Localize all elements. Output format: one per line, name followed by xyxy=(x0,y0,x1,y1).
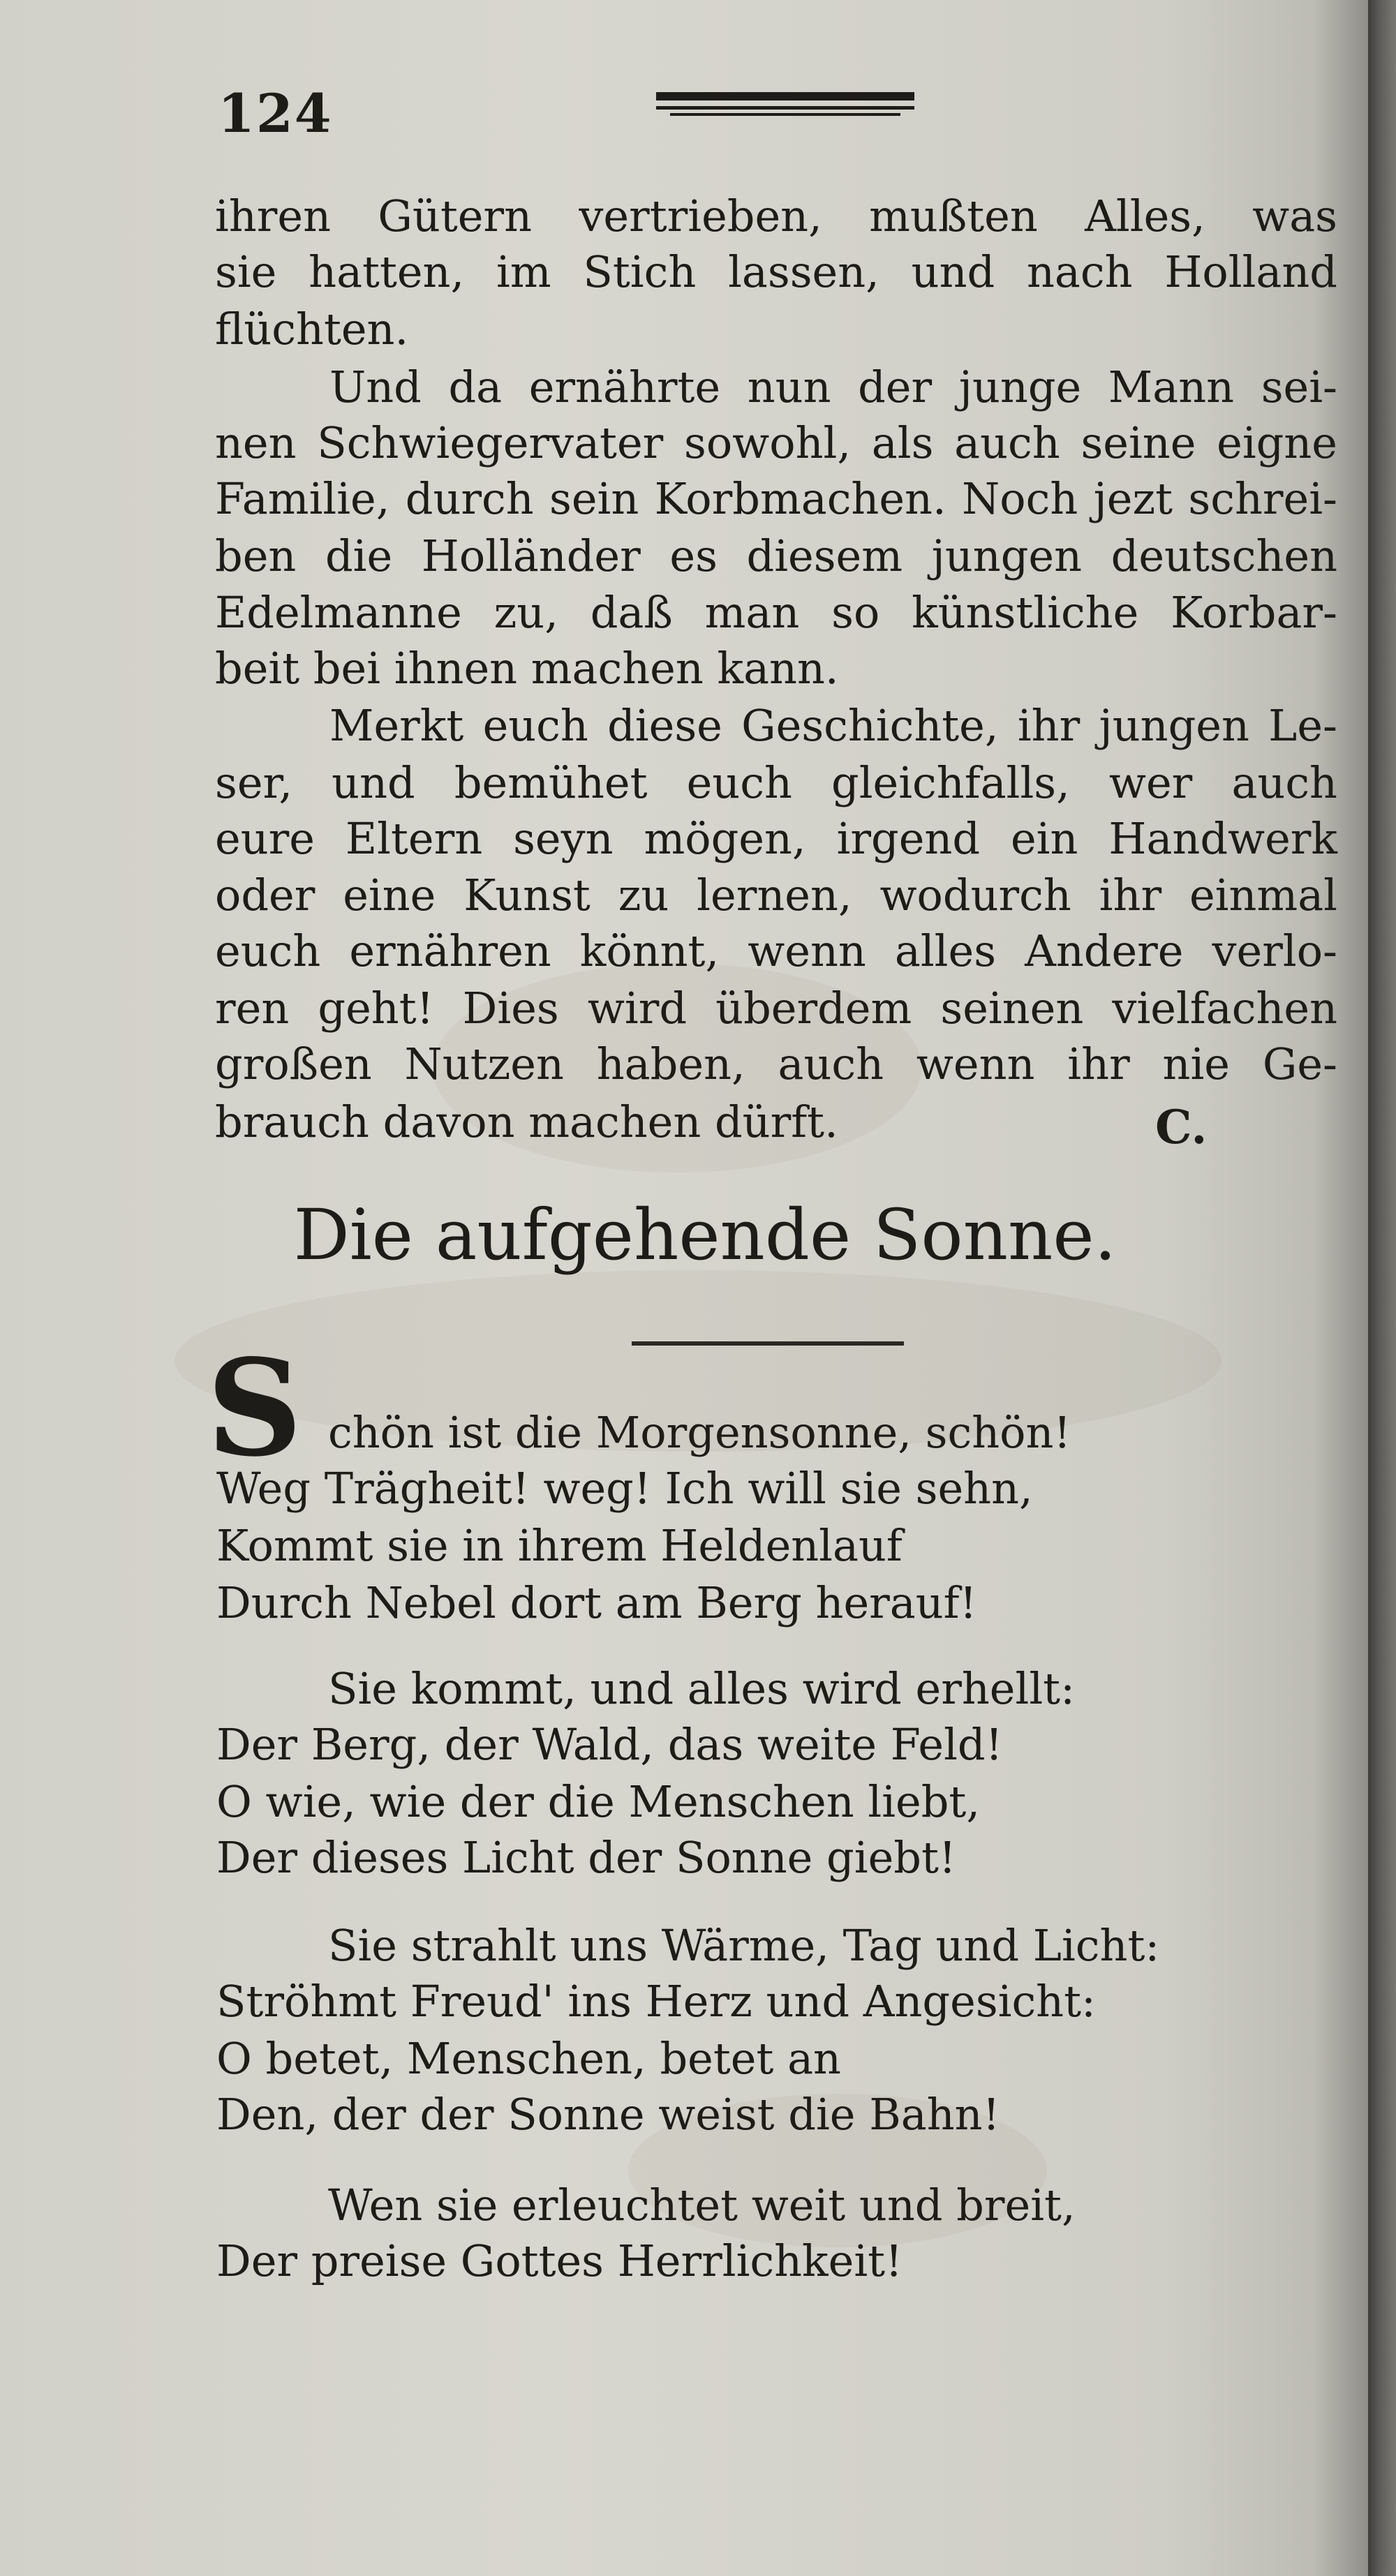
prose-line: ren geht! Dies wird überdem seinen vielfachen xyxy=(215,983,1337,1034)
poem-line: Kommt sie in ihrem Heldenlauf xyxy=(216,1520,903,1571)
prose-line: Edelmanne zu, daß man so künstliche Korbar- xyxy=(215,587,1337,638)
poem-line: Der Berg, der Wald, das weite Feld! xyxy=(216,1719,1003,1770)
prose-line: ser, und bemühet euch gleichfalls, wer auch xyxy=(215,757,1337,808)
poem-line: O betet, Menschen, betet an xyxy=(216,2033,841,2084)
poem-line: Weg Trägheit! weg! Ich will sie sehn, xyxy=(216,1463,1033,1514)
poem-line: chön ist die Morgensonne, schön! xyxy=(328,1407,1071,1458)
poem-line: Den, der der Sonne weist die Bahn! xyxy=(216,2089,1000,2140)
poem-line: Sie kommt, und alles wird erhellt: xyxy=(328,1663,1075,1714)
prose-line: Und da ernährte nun der junge Mann sei- xyxy=(329,362,1337,412)
prose-line: beit bei ihnen machen kann. xyxy=(215,643,839,694)
prose-line: brauch davon machen dürft. xyxy=(215,1096,838,1147)
drop-cap: S xyxy=(207,1330,303,1486)
prose-line: großen Nutzen haben, auch wenn ihr nie Ge- xyxy=(215,1038,1337,1089)
prose-line: oder eine Kunst zu lernen, wodurch ihr einmal xyxy=(215,870,1337,921)
prose-line: eure Eltern seyn mögen, irgend ein Handwerk xyxy=(215,813,1337,864)
poem-title: Die aufgehende Sonne. xyxy=(293,1194,1117,1276)
prose-line: ben die Holländer es diesem jungen deutschen xyxy=(215,530,1337,581)
book-edge xyxy=(1368,0,1396,2576)
poem-line: O wie, wie der die Menschen liebt, xyxy=(216,1776,981,1827)
poem-line: Wen sie erleuchtet weit und breit, xyxy=(328,2180,1076,2231)
prose-line: ihren Gütern vertrieben, mußten Alles, was xyxy=(215,191,1337,241)
author-signature: C. xyxy=(1155,1100,1208,1154)
prose-line: Familie, durch sein Korbmachen. Noch jezt schrei- xyxy=(215,473,1337,524)
page-number: 124 xyxy=(218,82,333,144)
poem-line: Sie strahlt uns Wärme, Tag und Licht: xyxy=(328,1920,1160,1971)
prose-line: Merkt euch diese Geschichte, ihr jungen Le- xyxy=(329,700,1337,751)
poem-line: Der dieses Licht der Sonne giebt! xyxy=(216,1832,956,1883)
poem-line: Durch Nebel dort am Berg herauf! xyxy=(216,1577,977,1628)
prose-line: flüchten. xyxy=(215,304,409,355)
title-rule xyxy=(632,1341,904,1346)
prose-line: sie hatten, im Stich lassen, und nach Holland xyxy=(215,246,1337,297)
poem-line: Ströhmt Freud' ins Herz und Angesicht: xyxy=(216,1976,1096,2027)
prose-line: nen Schwiegervater sowohl, als auch seine eigne xyxy=(215,417,1337,468)
header-ornament-rule xyxy=(656,92,914,117)
prose-line: euch ernähren könnt, wenn alles Andere verlo- xyxy=(215,925,1337,976)
poem-line: Der preise Gottes Herrlichkeit! xyxy=(216,2235,903,2286)
